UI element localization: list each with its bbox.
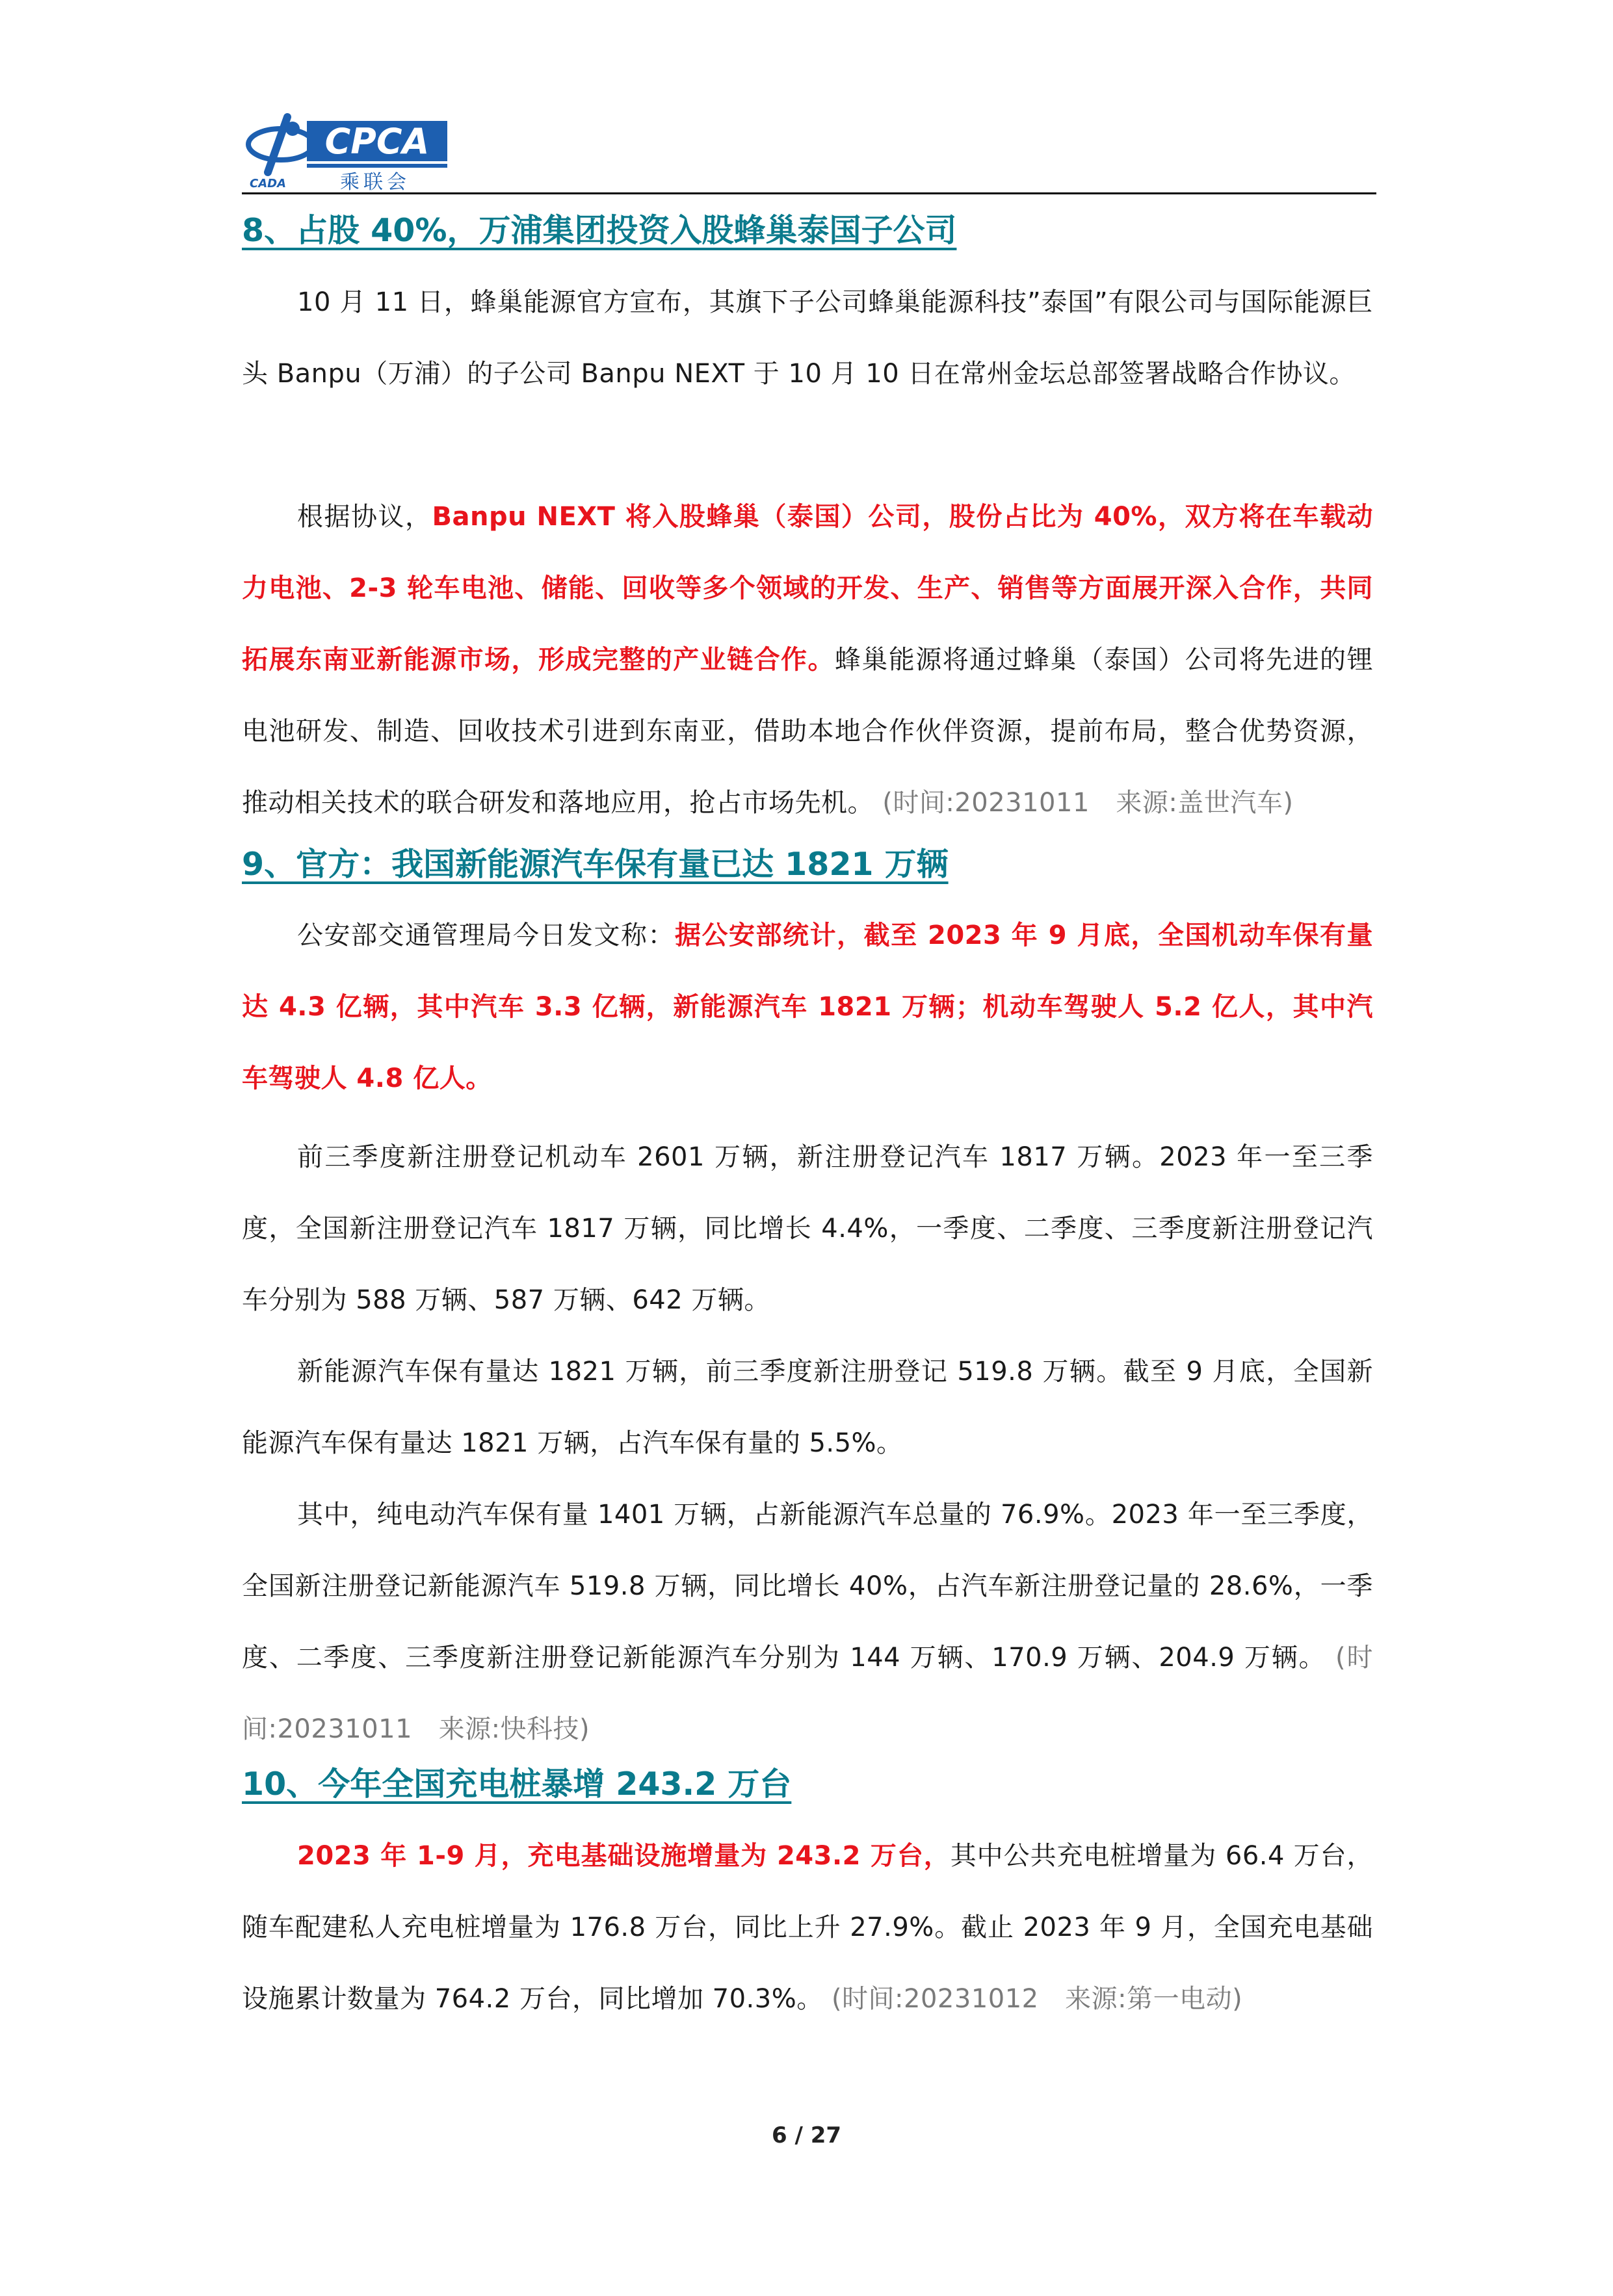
paragraph [242, 1479, 1373, 1765]
highlighted-text: 2023 年 1-9 月，充电基础设施增量为 243.2 万台， [297, 1841, 951, 1871]
page-current: 6 [771, 2122, 787, 2148]
highlighted-text: 据公安部统计，截至 2023 年 9 月底，全国机动车保有量达 4.3 亿辆，其中汽车 3.3 亿辆，新能源汽车 1821 万辆；机动车驾驶人 5.2 亿人，其中汽车驾驶人 4.8 亿人。 [242, 920, 1373, 1093]
page-separator: / [794, 2122, 803, 2148]
logo-sub: 乘联会 [340, 171, 410, 191]
paragraph [242, 267, 1373, 410]
logo-mark: CADA [250, 177, 287, 190]
source-note: (时间:20231011 来源:盖世汽车) [874, 788, 1294, 818]
body-text: 公安部交通管理局今日发文称： [297, 920, 675, 950]
body-text: 新能源汽车保有量达 1821 万辆，前三季度新注册登记 519.8 万辆。截至 9 月底，全国新能源汽车保有量达 1821 万辆，占汽车保有量的 5.5%。 [242, 1357, 1373, 1458]
paragraph [242, 1820, 1373, 2035]
body-text: 10 月 11 日，蜂巢能源官方宣布，其旗下子公司蜂巢能源科技”泰国”有限公司与国际能源巨头 Banpu（万浦）的子公司 Banpu NEXT 于 10 月 10 日在常州金坛总部签署战略合作协议。 [242, 287, 1373, 389]
page-number [0, 2122, 1613, 2148]
section-title-10 [242, 1762, 791, 1807]
page-header [242, 111, 1373, 195]
paragraph [242, 1121, 1373, 1336]
body-text: 其中，纯电动汽车保有量 1401 万辆，占新能源汽车总量的 76.9%。2023 年一至三季度，全国新注册登记新能源汽车 519.8 万辆，同比增长 40%，占汽车新注册登记量的 28.6%，一季度、二季度、三季度新注册登记新能源汽车分别为 144 万辆、170.9 万辆、204.9 万辆。 [242, 1500, 1373, 1673]
body-text: 蜂巢能源将通过蜂巢（泰国）公司将先进的锂电池研发、制造、回收技术引进到东南亚，借助本地合作伙伴资源，提前布局，整合优势资源，推动相关技术的联合研发和落地应用，抢占市场先机。 [242, 645, 1374, 818]
cpca-logo-icon [242, 111, 469, 191]
logo-text: CPCA [324, 121, 430, 162]
source-note: (时间:20231012 来源:第一电动) [822, 1984, 1243, 2014]
body-text: 前三季度新注册登记机动车 2601 万辆，新注册登记汽车 1817 万辆。2023 年一至三季度，全国新注册登记汽车 1817 万辆，同比增长 4.4%，一季度、二季度、三季度新注册登记汽车分别为 588 万辆、587 万辆、642 万辆。 [242, 1142, 1373, 1315]
header-divider [242, 192, 1376, 194]
source-note: (时间:20231011 来源:快科技) [242, 1643, 1373, 1744]
section-title-8 [242, 208, 956, 254]
body-text: 其中公共充电桩增量为 66.4 万台，随车配建私人充电桩增量为 176.8 万台，同比上升 27.9%。截止 2023 年 9 月，全国充电基础设施累计数量为 764.2 万台，同比增加 70.3%。 [242, 1841, 1373, 2014]
highlighted-text: Banpu NEXT 将入股蜂巢（泰国）公司，股份占比为 40%，双方将在车载动力电池、2-3 轮车电池、储能、回收等多个领域的开发、生产、销售等方面展开深入合作，共同拓展东南亚新能源市场，形成完整的产业链合作。 [242, 502, 1373, 675]
body-text: 根据协议， [297, 502, 432, 532]
section-title-9 [242, 842, 949, 887]
paragraph [242, 481, 1373, 839]
paragraph [242, 1336, 1373, 1479]
section-heading: 9、官方：我国新能源汽车保有量已达 1821 万辆 [242, 846, 949, 883]
page-total: 27 [810, 2122, 842, 2148]
section-heading: 10、今年全国充电桩暴增 243.2 万台 [242, 1766, 792, 1803]
section-heading: 8、占股 40%，万浦集团投资入股蜂巢泰国子公司 [242, 212, 957, 249]
paragraph [242, 900, 1373, 1114]
